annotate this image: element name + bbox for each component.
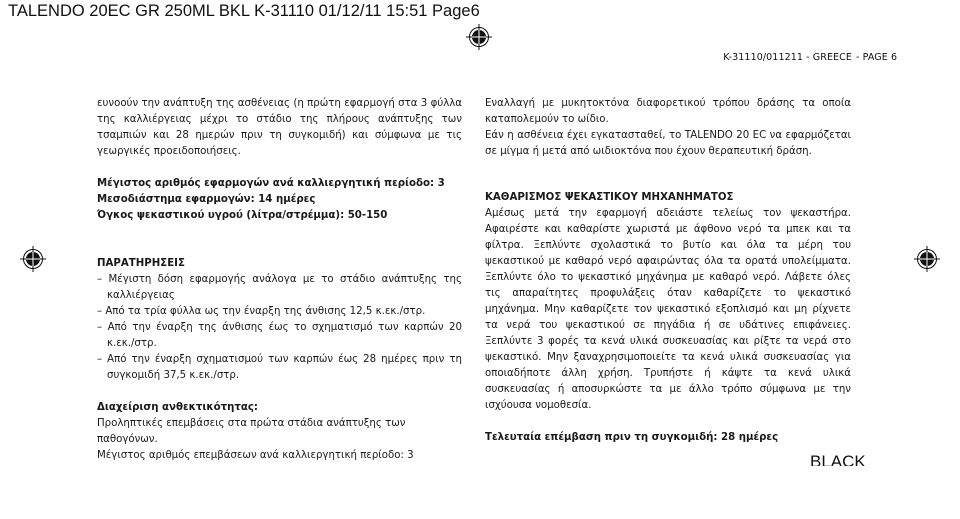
remarks-heading: ΠΑΡΑΤΗΡΗΣΕΙΣ (97, 258, 185, 269)
resistance-line: Μέγιστος αριθμός επεμβάσεων ανά καλλιεργητική περίοδο: 3 (97, 450, 414, 461)
established-disease-paragraph: Εάν η ασθένεια έχει εγκατασταθεί, το TALENDO 20 EC να εφαρμόζεται σε μίγμα ή μετά από ωιδιοκτόνα που έχουν θεραπευτική δράση. (485, 130, 851, 157)
alternation-paragraph: Εναλλαγή με μυκητοκτόνα διαφορετικού τρόπου δράσης τα οποία καταπολεμούν το ωίδιο. (485, 98, 851, 125)
volume-line: Όγκος ψεκαστικού υγρού (λίτρα/στρέμμα): 50-150 (97, 210, 388, 221)
resistance-line: Προληπτικές επεμβάσεις στα πρώτα στάδια ανάπτυξης των παθογόνων. (97, 418, 406, 445)
document-code-text: K-31110/011211 - GREECE (723, 52, 852, 63)
last-application-line: Τελευταία επέμβαση πριν τη συγκομιδή: 28 ημέρες (485, 432, 779, 443)
intro-paragraph: ευνοούν την ανάπτυξη της ασθένειας (η πρώτη εφαρμογή στα 3 φύλλα της καλλιέργειας μέχρι το στάδιο της πλήρους ανάπτυξης των τσαμπιών και 28 ημερών πριν τη συγκομιδή) και σύμφωνα με τις γεωργικές προειδοποιήσεις. (97, 98, 462, 157)
remark-item: – Από την έναρξη της άνθισης έως το σχηματισμό των καρπών 20 κ.εκ./στρ. (97, 322, 462, 349)
resistance-heading: Διαχείριση ανθεκτικότητας: (97, 402, 258, 413)
color-separation-label: BLACK (810, 452, 866, 466)
left-column (97, 96, 462, 464)
max-applications-line: Μέγιστος αριθμός εφαρμογών ανά καλλιεργητική περίοδο: 3 (97, 178, 445, 189)
print-slug: TALENDO 20EC GR 250ML BKL K-31110 01/12/11 15:51 Page6 (8, 2, 480, 20)
registration-mark-left-icon (20, 246, 46, 272)
remark-item: – Από την έναρξη σχηματισμού των καρπών έως 28 ημέρες πριν τη συγκομιδή 37,5 κ.εκ./στρ. (97, 354, 462, 381)
right-column (485, 96, 851, 446)
registration-mark-top-icon (466, 24, 492, 50)
interval-line: Μεσοδιάστημα εφαρμογών: 14 ημέρες (97, 194, 316, 205)
cleaning-heading: ΚΑΘΑΡΙΣΜΟΣ ΨΕΚΑΣΤΙΚΟΥ ΜΗΧΑΝΗΜΑΤΟΣ (485, 192, 734, 203)
cleaning-paragraph: Αμέσως μετά την εφαρμογή αδειάστε τελείως τον ψεκαστήρα. Αφαιρέστε και καθαρίστε χωριστά με άφθονο νερό τα μπεκ και τα φίλτρα. Ξεπλύντε σχολαστικά το βυτίο και όλα τα μέρη του ψεκαστικού με καθαρό νερό αφαιρώντας όλα τα ορατά υπολείμματα. Ξεπλύντε όλο το ψεκαστικό μηχάνημα με καθαρό νερό. Λάβετε όλες τις απαραίτητες προφυλάξεις όταν καθαρίζετε το ψεκαστικό μηχάνημα. Μην καθαρίζετε τον ψεκαστικό εξοπλισμό και μη ρίχνετε τα νερά του ψεκαστικού σε πηγάδια ή σε υδάτινες επιφάνειες. Ξεπλύντε 3 φορές τα κενά υλικά συσκευασίας και ρίξτε τα νερά στο ψεκαστικό. Μην ξαναχρησιμοποιείτε τα κενά υλικά συσκευασίας για οποιαδήποτε άλλη χρήση. Τρυπήστε ή κάψτε τα κενά υλικά συσκευασίας ή αποσυρκώστε τα με άλλο τρόπο σύμφωνα με την ισχύουσα νομοθεσία. (485, 208, 851, 411)
document-code (723, 52, 898, 63)
registration-mark-right-icon (914, 246, 940, 272)
remark-item: – Μέγιστη δόση εφαρμογής ανάλογα με το στάδιο ανάπτυξης της καλλιέργειας (97, 274, 462, 301)
page-number: - PAGE 6 (856, 52, 898, 63)
remark-item: – Από τα τρία φύλλα ως την έναρξη της άνθισης 12,5 κ.εκ./στρ. (97, 306, 426, 317)
